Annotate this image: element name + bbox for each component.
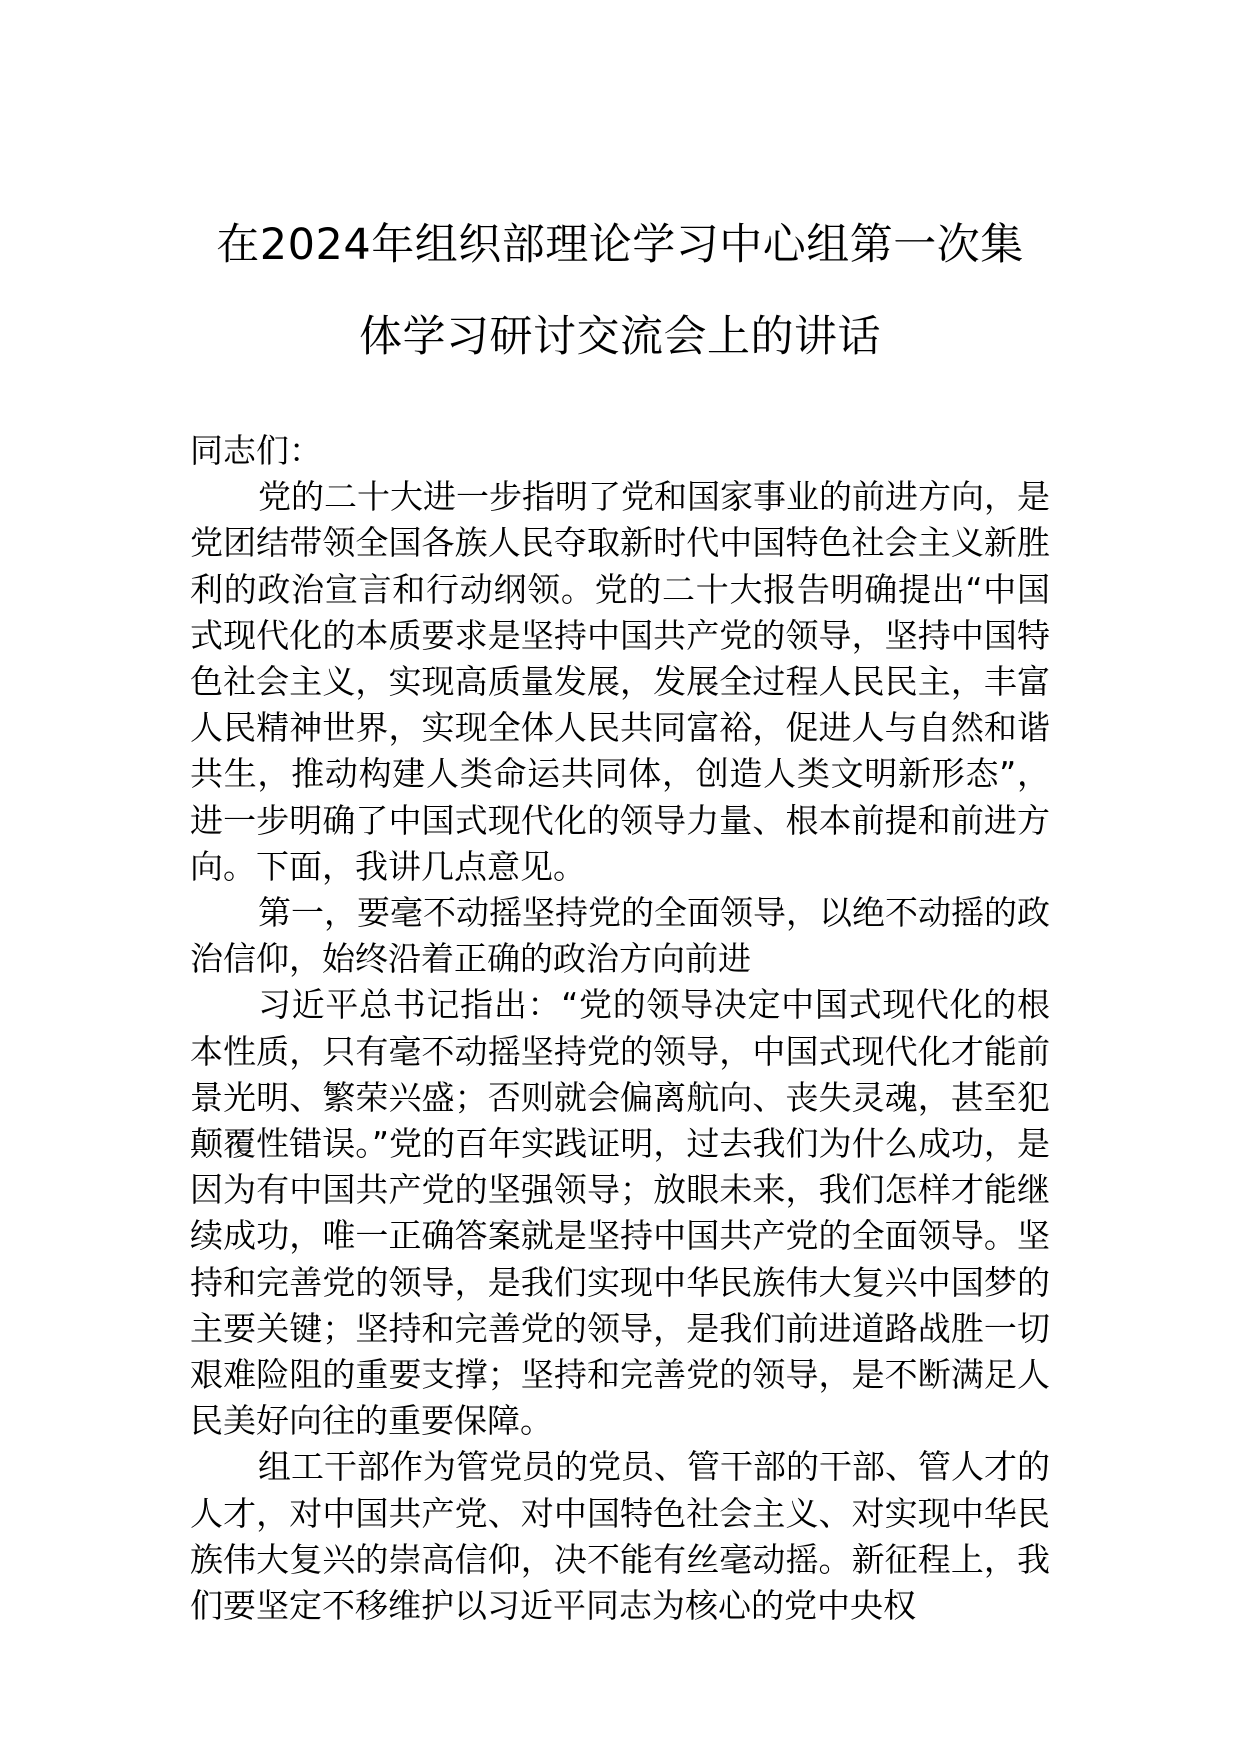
salutation: 同志们： bbox=[190, 431, 322, 470]
section-heading-first: 第一，要毫不动摇坚持党的全面领导，以绝不动摇的政治信仰，始终沿着正确的政治方向前进 bbox=[190, 893, 1050, 979]
paragraph-intro: 党的二十大进一步指明了党和国家事业的前进方向，是党团结带领全国各族人民夺取新时代中国特色社会主义新胜利的政治宣言和行动纲领。党的二十大报告明确提出“中国式现代化的本质要求是坚持中国共产党的领导，坚持中国特色社会主义，实现高质量发展，发展全过程人民民主，丰富人民精神世界，实现全体人民共同富裕，促进人与自然和谐共生，推动构建人类命运共同体，创造人类文明新形态”，进一步明确了中国式现代化的领导力量、根本前提和前进方向。下面，我讲几点意见。 bbox=[190, 477, 1050, 886]
paragraph-cadres: 组工干部作为管党员的党员、管干部的干部、管人才的人才，对中国共产党、对中国特色社会主义、对实现中华民族伟大复兴的崇高信仰，决不能有丝毫动摇。新征程上，我们要坚定不移维护以习近平同志为核心的党中央权 bbox=[190, 1447, 1050, 1626]
document-title-line-2: 体学习研讨交流会上的讲话 bbox=[359, 312, 881, 362]
document-title-line-1: 在2024年组织部理论学习中心组第一次集 bbox=[216, 220, 1024, 270]
paragraph-xi-quote: 习近平总书记指出：“党的领导决定中国式现代化的根本性质，只有毫不动摇坚持党的领导，中国式现代化才能前景光明、繁荣兴盛；否则就会偏离航向、丧失灵魂，甚至犯颠覆性错误。”党的百年实践证明，过去我们为什么成功，是因为有中国共产党的坚强领导；放眼未来，我们怎样才能继续成功，唯一正确答案就是坚持中国共产党的全面领导。坚持和完善党的领导，是我们实现中华民族伟大复兴中国梦的主要关键；坚持和完善党的领导，是我们前进道路战胜一切艰难险阻的重要支撑；坚持和完善党的领导，是不断满足人民美好向往的重要保障。 bbox=[190, 985, 1050, 1441]
document-body bbox=[190, 428, 1050, 1629]
